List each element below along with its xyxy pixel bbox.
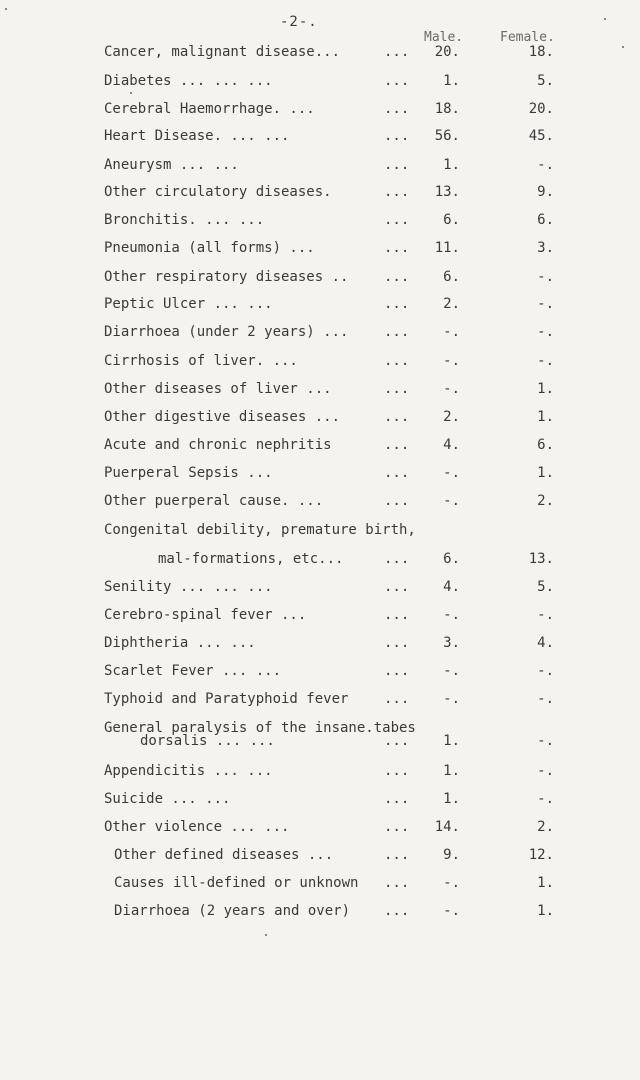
male-count: -. bbox=[443, 663, 460, 679]
female-count: -. bbox=[537, 607, 554, 623]
leader-dots: ... bbox=[384, 212, 410, 228]
male-count: -. bbox=[443, 465, 460, 481]
table-row bbox=[0, 635, 640, 657]
cause-label: mal-formations, etc... bbox=[158, 551, 344, 567]
cause-label: Pneumonia (all forms) ... bbox=[104, 240, 315, 256]
table-row bbox=[0, 493, 640, 515]
male-count: 1. bbox=[443, 73, 460, 89]
male-count: -. bbox=[443, 875, 460, 891]
leader-dots: ... bbox=[384, 791, 410, 807]
leader-dots: ... bbox=[384, 635, 410, 651]
cause-label: Diarrhoea (under 2 years) ... bbox=[104, 324, 349, 340]
cause-label: Acute and chronic nephritis bbox=[104, 437, 332, 453]
leader-dots: ... bbox=[384, 324, 410, 340]
cause-label: Other diseases of liver ... bbox=[104, 381, 332, 397]
cause-label: Other digestive diseases ... bbox=[104, 409, 341, 425]
leader-dots: ... bbox=[384, 381, 410, 397]
table-row bbox=[0, 269, 640, 291]
female-count: -. bbox=[537, 663, 554, 679]
female-count: -. bbox=[537, 296, 554, 312]
cause-label: Other violence ... ... bbox=[104, 819, 290, 835]
male-count: 6. bbox=[443, 551, 460, 567]
table-row bbox=[0, 324, 640, 346]
cause-label: General paralysis of the insane.tabes bbox=[104, 720, 416, 736]
male-count: -. bbox=[443, 903, 460, 919]
cause-label: Aneurysm ... ... bbox=[104, 157, 239, 173]
table-row bbox=[0, 409, 640, 431]
leader-dots: ... bbox=[384, 101, 410, 117]
male-count: 6. bbox=[443, 212, 460, 228]
female-count: 1. bbox=[537, 465, 554, 481]
leader-dots: ... bbox=[384, 44, 410, 60]
female-count: 1. bbox=[537, 875, 554, 891]
male-count: 3. bbox=[443, 635, 460, 651]
table-row bbox=[0, 819, 640, 841]
female-count: -. bbox=[537, 791, 554, 807]
table-row bbox=[0, 733, 640, 755]
male-count: -. bbox=[443, 381, 460, 397]
cause-label: Heart Disease. ... ... bbox=[104, 128, 290, 144]
cause-label: Scarlet Fever ... ... bbox=[104, 663, 282, 679]
female-count: 5. bbox=[537, 579, 554, 595]
table-row bbox=[0, 663, 640, 685]
male-count: 4. bbox=[443, 437, 460, 453]
table-row bbox=[0, 465, 640, 487]
table-row bbox=[0, 522, 640, 544]
table-row bbox=[0, 44, 640, 66]
table-row bbox=[0, 157, 640, 179]
male-count: 56. bbox=[434, 128, 460, 144]
male-count: 2. bbox=[443, 409, 460, 425]
table-row bbox=[0, 791, 640, 813]
table-row bbox=[0, 101, 640, 123]
male-count: -. bbox=[443, 691, 460, 707]
male-count: 1. bbox=[443, 157, 460, 173]
leader-dots: ... bbox=[384, 847, 410, 863]
table-row bbox=[0, 296, 640, 318]
cause-label: Congenital debility, premature birth, bbox=[104, 522, 416, 538]
table-row bbox=[0, 73, 640, 95]
male-count: 1. bbox=[443, 791, 460, 807]
cause-label: Diabetes ... ... ... bbox=[104, 73, 273, 89]
cause-label: Diphtheria ... ... bbox=[104, 635, 256, 651]
table-row bbox=[0, 184, 640, 206]
table-row bbox=[0, 875, 640, 897]
leader-dots: ... bbox=[384, 409, 410, 425]
male-count: 1. bbox=[443, 763, 460, 779]
table-row bbox=[0, 381, 640, 403]
female-count: 18. bbox=[528, 44, 554, 60]
female-count: 4. bbox=[537, 635, 554, 651]
cause-label: Suicide ... ... bbox=[104, 791, 231, 807]
female-count: 5. bbox=[537, 73, 554, 89]
leader-dots: ... bbox=[384, 437, 410, 453]
male-count: 2. bbox=[443, 296, 460, 312]
leader-dots: ... bbox=[384, 733, 410, 749]
cause-label: Causes ill-defined or unknown bbox=[114, 875, 359, 891]
male-count: 9. bbox=[443, 847, 460, 863]
female-count: 1. bbox=[537, 903, 554, 919]
female-count: 1. bbox=[537, 409, 554, 425]
cause-label: Typhoid and Paratyphoid fever bbox=[104, 691, 349, 707]
male-count: -. bbox=[443, 493, 460, 509]
leader-dots: ... bbox=[384, 353, 410, 369]
column-header-male: Male. bbox=[424, 30, 464, 45]
cause-label: Diarrhoea (2 years and over) bbox=[114, 903, 351, 919]
leader-dots: ... bbox=[384, 691, 410, 707]
cause-label: Puerperal Sepsis ... bbox=[104, 465, 273, 481]
leader-dots: ... bbox=[384, 128, 410, 144]
female-count: 6. bbox=[537, 437, 554, 453]
leader-dots: ... bbox=[384, 184, 410, 200]
leader-dots: ... bbox=[384, 579, 410, 595]
cause-label: dorsalis ... ... bbox=[140, 733, 275, 749]
male-count: 18. bbox=[434, 101, 460, 117]
leader-dots: ... bbox=[384, 607, 410, 623]
male-count: 20. bbox=[434, 44, 460, 60]
table-row bbox=[0, 579, 640, 601]
female-count: 13. bbox=[528, 551, 554, 567]
cause-label: Cancer, malignant disease... bbox=[104, 44, 341, 60]
male-count: -. bbox=[443, 607, 460, 623]
leader-dots: ... bbox=[384, 903, 410, 919]
leader-dots: ... bbox=[384, 819, 410, 835]
cause-label: Cerebro-spinal fever ... bbox=[104, 607, 307, 623]
leader-dots: ... bbox=[384, 296, 410, 312]
female-count: -. bbox=[537, 157, 554, 173]
cause-label: Appendicitis ... ... bbox=[104, 763, 273, 779]
male-count: 6. bbox=[443, 269, 460, 285]
male-count: 1. bbox=[443, 733, 460, 749]
female-count: 2. bbox=[537, 493, 554, 509]
female-count: -. bbox=[537, 269, 554, 285]
female-count: 9. bbox=[537, 184, 554, 200]
female-count: -. bbox=[537, 733, 554, 749]
female-count: 6. bbox=[537, 212, 554, 228]
cause-label: Bronchitis. ... ... bbox=[104, 212, 265, 228]
page-number: -2-. bbox=[280, 14, 318, 30]
cause-label: Other defined diseases ... bbox=[114, 847, 334, 863]
table-row bbox=[0, 607, 640, 629]
cause-label: Other respiratory diseases .. bbox=[104, 269, 349, 285]
table-row bbox=[0, 903, 640, 925]
leader-dots: ... bbox=[384, 493, 410, 509]
female-count: 3. bbox=[537, 240, 554, 256]
leader-dots: ... bbox=[384, 240, 410, 256]
leader-dots: ... bbox=[384, 663, 410, 679]
table-row bbox=[0, 128, 640, 150]
table-row bbox=[0, 353, 640, 375]
male-count: 4. bbox=[443, 579, 460, 595]
female-count: 20. bbox=[528, 101, 554, 117]
cause-label: Other circulatory diseases. bbox=[104, 184, 332, 200]
leader-dots: ... bbox=[384, 157, 410, 173]
male-count: 14. bbox=[434, 819, 460, 835]
male-count: -. bbox=[443, 324, 460, 340]
female-count: -. bbox=[537, 324, 554, 340]
table-row bbox=[0, 437, 640, 459]
female-count: 45. bbox=[528, 128, 554, 144]
leader-dots: ... bbox=[384, 875, 410, 891]
cause-label: Peptic Ulcer ... ... bbox=[104, 296, 273, 312]
male-count: 11. bbox=[434, 240, 460, 256]
table-row bbox=[0, 763, 640, 785]
female-count: 12. bbox=[528, 847, 554, 863]
cause-label: Other puerperal cause. ... bbox=[104, 493, 324, 509]
leader-dots: ... bbox=[384, 763, 410, 779]
table-row bbox=[0, 847, 640, 869]
table-row bbox=[0, 691, 640, 713]
table-row bbox=[0, 212, 640, 234]
female-count: -. bbox=[537, 353, 554, 369]
male-count: -. bbox=[443, 353, 460, 369]
leader-dots: ... bbox=[384, 73, 410, 89]
cause-label: Cirrhosis of liver. ... bbox=[104, 353, 298, 369]
female-count: 2. bbox=[537, 819, 554, 835]
table-row bbox=[0, 551, 640, 573]
leader-dots: ... bbox=[384, 551, 410, 567]
female-count: -. bbox=[537, 763, 554, 779]
leader-dots: ... bbox=[384, 269, 410, 285]
column-header-female: Female. bbox=[500, 30, 555, 45]
leader-dots: ... bbox=[384, 465, 410, 481]
female-count: 1. bbox=[537, 381, 554, 397]
female-count: -. bbox=[537, 691, 554, 707]
cause-label: Cerebral Haemorrhage. ... bbox=[104, 101, 315, 117]
male-count: 13. bbox=[434, 184, 460, 200]
cause-label: Senility ... ... ... bbox=[104, 579, 273, 595]
table-row bbox=[0, 240, 640, 262]
